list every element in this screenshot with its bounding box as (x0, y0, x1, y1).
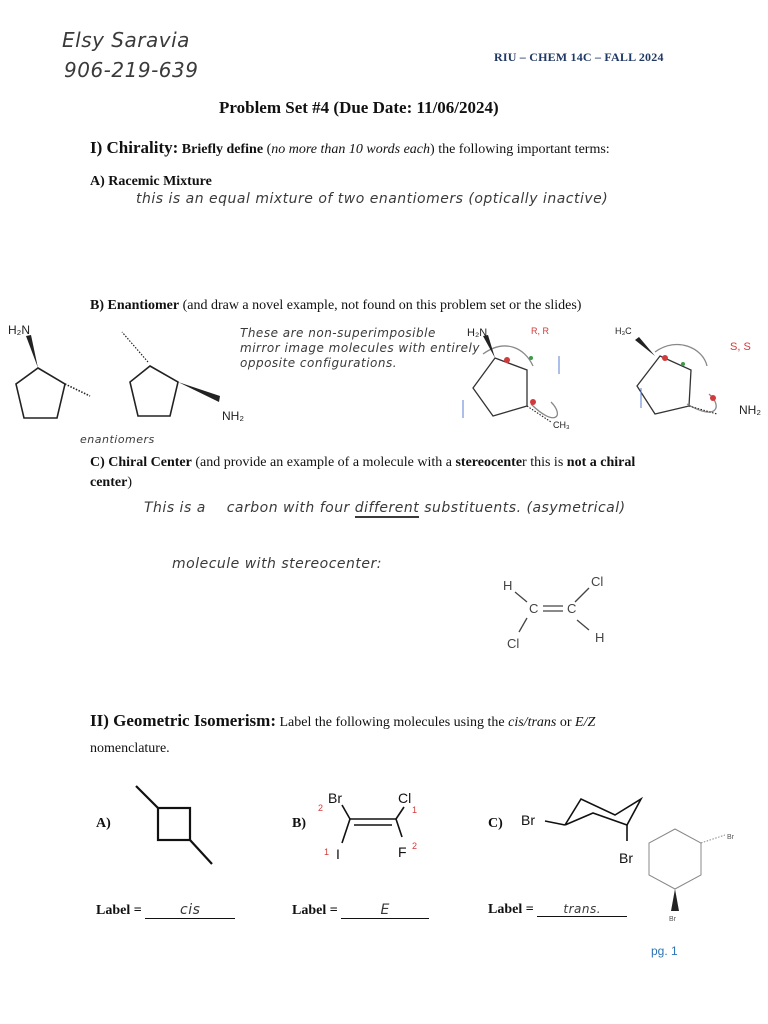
h2n-label-2: H₂N (467, 327, 488, 339)
label-c-answer[interactable]: trans. (537, 902, 627, 917)
center-term: center (90, 475, 128, 490)
racemic-answer: this is an equal mixture of two enantiomers (optically inactive) (136, 191, 609, 207)
chiral-center-answer (144, 500, 626, 516)
label-a-answer[interactable]: cis (145, 902, 235, 919)
enantiomer-pair-drawing (0, 318, 260, 433)
enantiomer-label: B) Enantiomer (90, 298, 180, 313)
svg-text:2: 2 (412, 841, 418, 851)
atom-c-2: C (567, 601, 577, 616)
section1-heading: I) Chirality: (90, 138, 179, 157)
svg-text:1: 1 (412, 805, 418, 815)
h2n-label-1: H₂N (8, 323, 30, 337)
instr-italic: no more than 10 words each (271, 142, 431, 157)
enantiomer-rest: (and draw a novel example, not found on this problem set or the slides) (179, 298, 582, 313)
course-tag: RIU – CHEM 14C – FALL 2024 (494, 50, 664, 64)
racemic-label: A) Racemic Mixture (90, 174, 212, 189)
section1-instructions (90, 138, 610, 158)
item-a-letter: A) (96, 816, 111, 831)
atom-cl-2: Cl (507, 636, 520, 650)
not-chiral-term: not a chiral (566, 455, 636, 470)
svg-text:2: 2 (318, 803, 324, 813)
atom-h-1: H (503, 578, 513, 593)
page-number: pg. 1 (651, 944, 678, 958)
atom-br: Br (328, 790, 342, 806)
label-a-text: Label = (96, 903, 146, 918)
h3c-label: H₃C (615, 326, 632, 336)
instr-paren: ( (263, 142, 272, 157)
enantiomers-caption: enantiomers (80, 433, 155, 446)
molecule-a-drawing (130, 780, 220, 870)
item-b-letter: B) (292, 816, 306, 831)
stereocenter-term: stereocente (455, 455, 523, 470)
ch3-label-1: CH₃ (553, 420, 570, 430)
section2-instr1: Label the following molecules using the (276, 715, 509, 730)
molecule-b-drawing (310, 785, 430, 865)
atom-br-c3: Br (727, 834, 734, 841)
label-a (96, 902, 235, 919)
answer-part-c: substituents. (asymetrical) (424, 500, 626, 516)
chiral-center-prompt (90, 453, 690, 493)
label-c (488, 902, 627, 918)
chiral-center-rest1: (and provide an example of a molecule with a (191, 455, 456, 470)
chiral-center-label: C) Chiral Center (90, 455, 192, 470)
handwritten-name: Elsy Saravia (62, 28, 190, 52)
section2-heading: II) Geometric Isomerism: (90, 711, 276, 730)
dichloroethene-drawing (495, 570, 625, 650)
annotated-enantiomers (455, 318, 765, 448)
chiral-center-close: ) (127, 475, 132, 490)
answer-part-b: carbon with four (226, 500, 350, 516)
nh2-label-1: NH₂ (222, 409, 244, 423)
instr-bold: Briefly define (181, 142, 264, 157)
item-c-letter: C) (488, 816, 503, 831)
atom-c-1: C (529, 601, 539, 616)
atom-br-c2: Br (619, 850, 633, 866)
handwritten-phone: 906-219-639 (64, 58, 199, 82)
section2-instr2: nomenclature. (90, 741, 170, 756)
answer-different: different (354, 500, 420, 516)
molecule-note: molecule with stereocenter: (172, 556, 382, 572)
chiral-center-rest2: r this is (522, 455, 567, 470)
config-rr: R, R (531, 326, 549, 336)
config-ss: S, S (730, 341, 751, 353)
atom-cl-1: Cl (591, 574, 604, 589)
atom-f: F (398, 844, 407, 860)
svg-text:1: 1 (324, 847, 330, 857)
cis-trans-term: cis/trans (508, 715, 557, 730)
atom-cl: Cl (398, 790, 412, 806)
atom-i: I (336, 846, 340, 862)
page-title: Problem Set #4 (Due Date: 11/06/2024) (219, 98, 499, 117)
instr-rest: ) the following important terms: (430, 142, 610, 157)
label-b (292, 902, 429, 919)
atom-br-c1: Br (521, 812, 535, 828)
enantiomer-note: These are non-superimposible mirror image molecules with entirely opposite configurations. (240, 326, 480, 370)
atom-h-2: H (595, 630, 605, 645)
label-b-text: Label = (292, 903, 342, 918)
or-word: or (556, 715, 576, 730)
atom-br-c4: Br (669, 916, 676, 923)
nh2-label-2: NH₂ (739, 403, 761, 417)
enantiomer-prompt (90, 298, 581, 314)
label-c-text: Label = (488, 902, 538, 917)
label-b-answer[interactable]: E (341, 902, 429, 919)
section2-instructions (90, 708, 690, 762)
ez-term: E/Z (575, 715, 596, 730)
answer-part-a: This is a (144, 500, 206, 516)
